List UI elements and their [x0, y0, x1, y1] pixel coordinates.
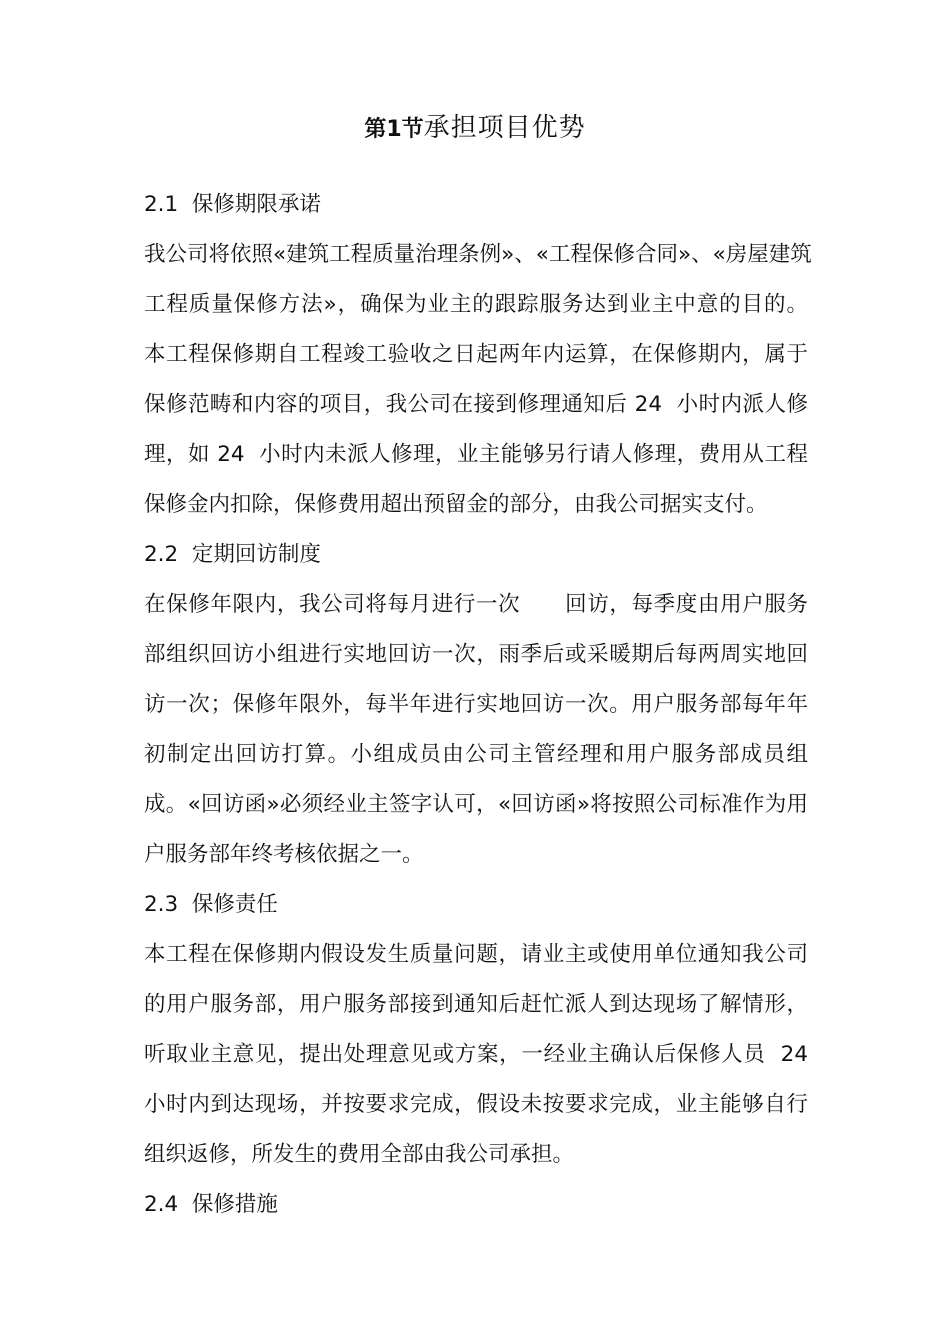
section-heading-2-3: 2.3 保修责任: [144, 892, 278, 917]
paragraph-line: 我公司将依照«建筑工程质量治理条例»、«工程保修合同»、«房屋建筑: [144, 242, 812, 267]
paragraph-line: 访一次；保修年限外，每半年进行实地回访一次。用户服务部每年年: [144, 692, 808, 717]
section-title: 承担项目优势: [423, 113, 586, 143]
paragraph-line: 户服务部年终考核依据之一。: [144, 842, 424, 867]
paragraph-line: 的用户服务部，用户服务部接到通知后赶忙派人到达现场了解情形，: [144, 992, 808, 1017]
paragraph-line: 在保修年限内，我公司将每月进行一次 回访，每季度由用户服务: [144, 592, 808, 617]
document-body: [144, 180, 812, 1230]
paragraph-line: 本工程在保修期内假设发生质量问题，请业主或使用单位通知我公司: [144, 942, 808, 967]
section-heading-2-4: 2.4 保修措施: [144, 1192, 278, 1217]
paragraph-line: 初制定出回访打算。小组成员由公司主管经理和用户服务部成员组: [144, 742, 808, 767]
paragraph-line: 理，如 24 小时内未派人修理，业主能够另行请人修理，费用从工程: [144, 442, 808, 467]
paragraph-line: 工程质量保修方法»，确保为业主的跟踪服务达到业主中意的目的。: [144, 292, 808, 317]
paragraph-line: 听取业主意见，提出处理意见或方案，一经业主确认后保修人员 24: [144, 1042, 808, 1067]
paragraph-line: 保修金内扣除，保修费用超出预留金的部分，由我公司据实支付。: [144, 492, 768, 517]
section-heading-2-2: 2.2 定期回访制度: [144, 542, 321, 567]
section-number: 第1节: [364, 117, 424, 142]
paragraph-line: 成。«回访函»必须经业主签字认可，«回访函»将按照公司标准作为用: [144, 792, 808, 817]
paragraph-line: 保修范畴和内容的项目，我公司在接到修理通知后 24 小时内派人修: [144, 392, 808, 417]
paragraph-line: 小时内到达现场，并按要求完成，假设未按要求完成，业主能够自行: [144, 1092, 808, 1117]
page-title: [0, 108, 950, 150]
paragraph-line: 部组织回访小组进行实地回访一次，雨季后或采暖期后每两周实地回: [144, 642, 808, 667]
section-heading-2-1: 2.1 保修期限承诺: [144, 192, 321, 217]
paragraph-line: 本工程保修期自工程竣工验收之日起两年内运算，在保修期内，属于: [144, 342, 808, 367]
paragraph-line: 组织返修，所发生的费用全部由我公司承担。: [144, 1142, 575, 1167]
